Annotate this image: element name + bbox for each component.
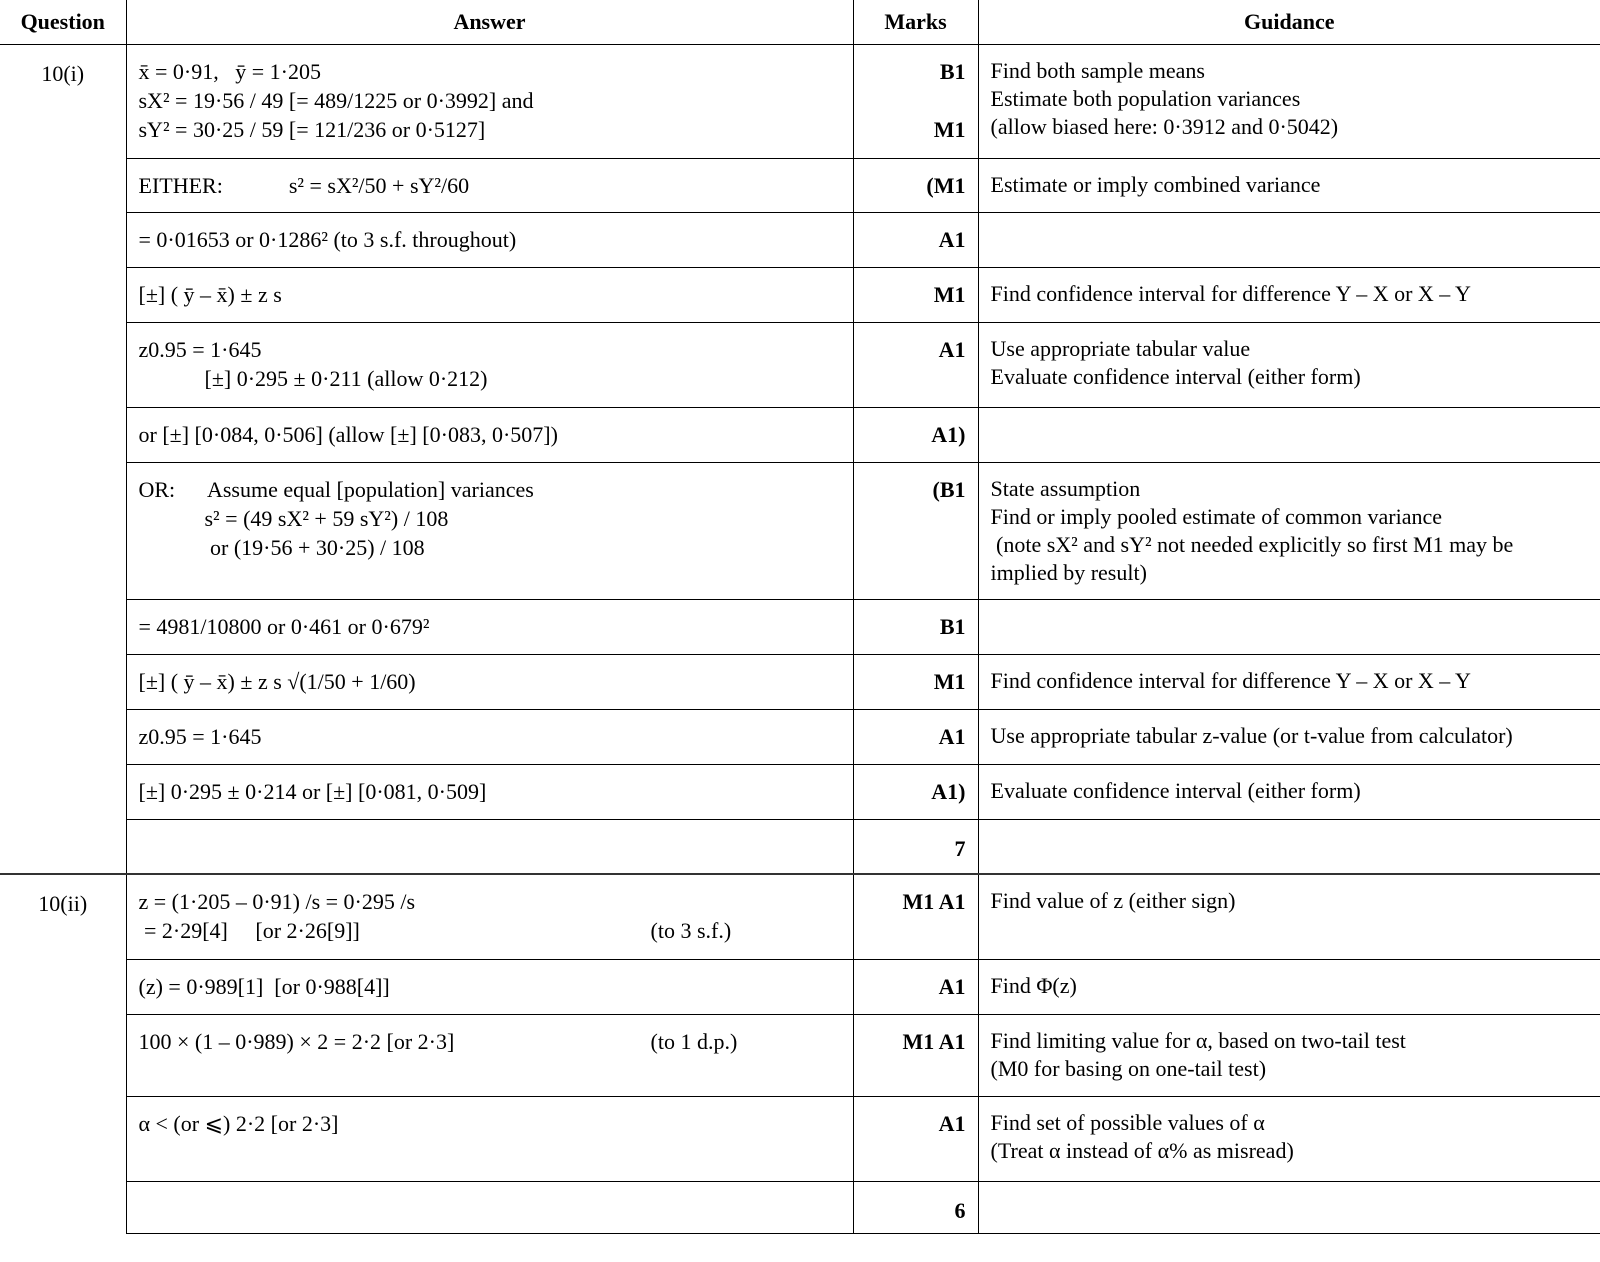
table-row bbox=[0, 1182, 1600, 1234]
answer-cell bbox=[126, 1097, 853, 1182]
guidance-cell bbox=[978, 1097, 1600, 1182]
table-row bbox=[0, 463, 1600, 600]
table-row bbox=[0, 45, 1600, 159]
guidance-header: Guidance bbox=[978, 0, 1600, 45]
guidance-line: Find Φ(z) bbox=[990, 973, 1077, 998]
table-row bbox=[0, 710, 1600, 765]
marks-line bbox=[854, 86, 966, 115]
guidance-line: (M0 for basing on one-tail test) bbox=[990, 1056, 1267, 1081]
table-row bbox=[0, 600, 1600, 655]
table-row bbox=[0, 213, 1600, 268]
answer-line: EITHER: s² = sX²/50 + sY²/60 bbox=[138, 173, 470, 198]
answer-cell bbox=[126, 960, 853, 1015]
table-row bbox=[0, 874, 1600, 960]
answer-line: or (19·56 + 30·25) / 108 bbox=[138, 535, 425, 560]
answer-cell bbox=[126, 45, 853, 159]
marks-header: Marks bbox=[853, 0, 978, 45]
marks-line: B1 bbox=[939, 59, 966, 84]
guidance-line: (Treat α instead of α% as misread) bbox=[990, 1138, 1294, 1163]
guidance-cell bbox=[978, 323, 1600, 408]
answer-cell bbox=[126, 820, 853, 874]
marks-line: (M1 bbox=[926, 173, 966, 198]
guidance-line: Evaluate confidence interval (either form) bbox=[990, 778, 1361, 803]
guidance-cell bbox=[978, 1015, 1600, 1097]
answer-line: or [±] [0·084, 0·506] (allow [±] [0·083, 0·507]) bbox=[138, 422, 558, 447]
guidance-cell bbox=[978, 874, 1600, 960]
table-row bbox=[0, 960, 1600, 1015]
marks-line: M1 bbox=[933, 669, 966, 694]
guidance-cell bbox=[978, 960, 1600, 1015]
marks-line: M1 A1 bbox=[902, 888, 966, 914]
guidance-cell bbox=[978, 1182, 1600, 1234]
marks-cell bbox=[853, 159, 978, 213]
answer-line: [±] ( ȳ – x̄) ± z s bbox=[138, 282, 282, 307]
answer-header: Answer bbox=[126, 0, 853, 45]
guidance-cell bbox=[978, 655, 1600, 710]
answer-cell bbox=[126, 874, 853, 960]
answer-cell bbox=[126, 600, 853, 655]
question-label: 10(ii) bbox=[0, 874, 126, 1234]
guidance-cell bbox=[978, 765, 1600, 820]
marks-cell bbox=[853, 408, 978, 463]
marks-cell bbox=[853, 874, 978, 960]
marks-line: M1 bbox=[933, 117, 966, 142]
marks-line: (B1 bbox=[932, 477, 966, 502]
marks-line: 7 bbox=[954, 836, 966, 861]
marks-cell bbox=[853, 655, 978, 710]
marks-line: M1 A1 bbox=[902, 1029, 966, 1054]
guidance-cell bbox=[978, 820, 1600, 874]
marks-cell bbox=[853, 820, 978, 874]
answer-line: = 0·01653 or 0·1286² (to 3 s.f. throughout) bbox=[138, 227, 517, 252]
answer-cell bbox=[126, 765, 853, 820]
marks-line: 6 bbox=[954, 1198, 966, 1223]
marks-line: A1 bbox=[938, 227, 966, 252]
marks-cell bbox=[853, 45, 978, 159]
answer-line: [±] ( ȳ – x̄) ± z s √(1/50 + 1/60) bbox=[138, 669, 416, 694]
guidance-line: Estimate both population variances bbox=[990, 86, 1301, 111]
marks-cell bbox=[853, 213, 978, 268]
answer-line: [±] 0·295 ± 0·211 (allow 0·212) bbox=[138, 366, 488, 391]
answer-line: [±] 0·295 ± 0·214 or [±] [0·081, 0·509] bbox=[138, 779, 487, 804]
part-i-section bbox=[0, 45, 1600, 874]
answer-line: (z) = 0·989[1] [or 0·988[4]] bbox=[138, 974, 390, 999]
marks-line: A1 bbox=[938, 337, 966, 362]
guidance-line: (allow biased here: 0·3912 and 0·5042) bbox=[990, 114, 1339, 139]
table-row bbox=[0, 765, 1600, 820]
answer-line bbox=[139, 1027, 853, 1056]
guidance-line: implied by result) bbox=[990, 560, 1147, 585]
guidance-line: Find confidence interval for difference Y – X or X – Y bbox=[990, 668, 1471, 693]
part-ii-section bbox=[0, 874, 1600, 1234]
marks-line: A1 bbox=[938, 724, 966, 749]
marks-cell bbox=[853, 1015, 978, 1097]
guidance-cell bbox=[978, 45, 1600, 159]
header-row bbox=[0, 0, 1600, 45]
answer-cell bbox=[126, 710, 853, 765]
guidance-line: Estimate or imply combined variance bbox=[990, 172, 1321, 197]
table-row bbox=[0, 268, 1600, 323]
guidance-cell bbox=[978, 710, 1600, 765]
table-row bbox=[0, 820, 1600, 874]
guidance-line: Evaluate confidence interval (either form) bbox=[990, 364, 1361, 389]
marks-cell bbox=[853, 463, 978, 600]
guidance-line: Use appropriate tabular value bbox=[990, 336, 1251, 361]
table-row bbox=[0, 159, 1600, 213]
table-row bbox=[0, 323, 1600, 408]
answer-cell bbox=[126, 213, 853, 268]
answer-cell bbox=[126, 408, 853, 463]
table-row bbox=[0, 655, 1600, 710]
guidance-cell bbox=[978, 463, 1600, 600]
marks-line: A1) bbox=[931, 779, 966, 804]
answer-line: sX² = 19·56 / 49 [= 489/1225 or 0·3992] and bbox=[138, 88, 534, 113]
answer-line: x̄ = 0·91, ȳ = 1·205 bbox=[138, 59, 321, 84]
answer-text: 100 × (1 – 0·989) × 2 = 2·2 [or 2·3] bbox=[138, 1029, 455, 1054]
marks-line: A1 bbox=[938, 974, 966, 999]
answer-cell bbox=[126, 323, 853, 408]
answer-text: = 2·29[4] [or 2·26[9]] bbox=[138, 917, 360, 943]
marks-line: A1 bbox=[938, 1111, 966, 1136]
guidance-cell bbox=[978, 268, 1600, 323]
marks-cell bbox=[853, 960, 978, 1015]
answer-note: (to 3 s.f.) bbox=[650, 917, 732, 943]
answer-line: z = (1·205 – 0·91) /s = 0·295 /s bbox=[138, 888, 416, 914]
marks-cell bbox=[853, 600, 978, 655]
guidance-line: Find limiting value for α, based on two-tail test bbox=[990, 1028, 1406, 1053]
marks-cell bbox=[853, 1182, 978, 1234]
table-row bbox=[0, 1015, 1600, 1097]
answer-cell bbox=[126, 655, 853, 710]
answer-note: (to 1 d.p.) bbox=[650, 1029, 738, 1054]
guidance-line: State assumption bbox=[990, 476, 1141, 501]
answer-line: s² = (49 sX² + 59 sY²) / 108 bbox=[138, 506, 449, 531]
guidance-line: Use appropriate tabular z-value (or t-value from calculator) bbox=[990, 723, 1513, 748]
marks-cell bbox=[853, 710, 978, 765]
answer-line: sY² = 30·25 / 59 [= 121/236 or 0·5127] bbox=[138, 117, 486, 142]
marks-cell bbox=[853, 1097, 978, 1182]
answer-cell bbox=[126, 268, 853, 323]
answer-cell bbox=[126, 159, 853, 213]
question-label: 10(i) bbox=[0, 45, 126, 874]
marks-line: M1 bbox=[933, 282, 966, 307]
answer-line: OR: Assume equal [population] variances bbox=[138, 477, 534, 502]
guidance-cell bbox=[978, 408, 1600, 463]
table-row bbox=[0, 408, 1600, 463]
guidance-cell bbox=[978, 159, 1600, 213]
table-row bbox=[0, 1097, 1600, 1182]
marks-line: A1) bbox=[931, 422, 966, 447]
answer-line: = 4981/10800 or 0·461 or 0·679² bbox=[138, 614, 430, 639]
answer-line bbox=[139, 916, 853, 945]
marks-cell bbox=[853, 268, 978, 323]
answer-line: z0.95 = 1·645 bbox=[138, 724, 262, 749]
guidance-line: Find set of possible values of α bbox=[990, 1110, 1265, 1135]
answer-cell bbox=[126, 1015, 853, 1097]
marks-cell bbox=[853, 765, 978, 820]
question-header: Question bbox=[0, 0, 126, 45]
guidance-line: Find value of z (either sign) bbox=[990, 887, 1236, 913]
answer-line: z0.95 = 1·645 bbox=[138, 337, 262, 362]
marks-cell bbox=[853, 323, 978, 408]
guidance-cell bbox=[978, 600, 1600, 655]
answer-cell bbox=[126, 463, 853, 600]
answer-cell bbox=[126, 1182, 853, 1234]
marks-line: B1 bbox=[939, 614, 966, 639]
answer-line: α < (or ⩽) 2·2 [or 2·3] bbox=[138, 1111, 339, 1136]
guidance-line: Find or imply pooled estimate of common variance bbox=[990, 504, 1443, 529]
guidance-cell bbox=[978, 213, 1600, 268]
guidance-line: Find both sample means bbox=[990, 58, 1205, 83]
guidance-line: (note sX² and sY² not needed explicitly so first M1 may be bbox=[990, 532, 1514, 557]
guidance-line: Find confidence interval for difference Y – X or X – Y bbox=[990, 281, 1471, 306]
